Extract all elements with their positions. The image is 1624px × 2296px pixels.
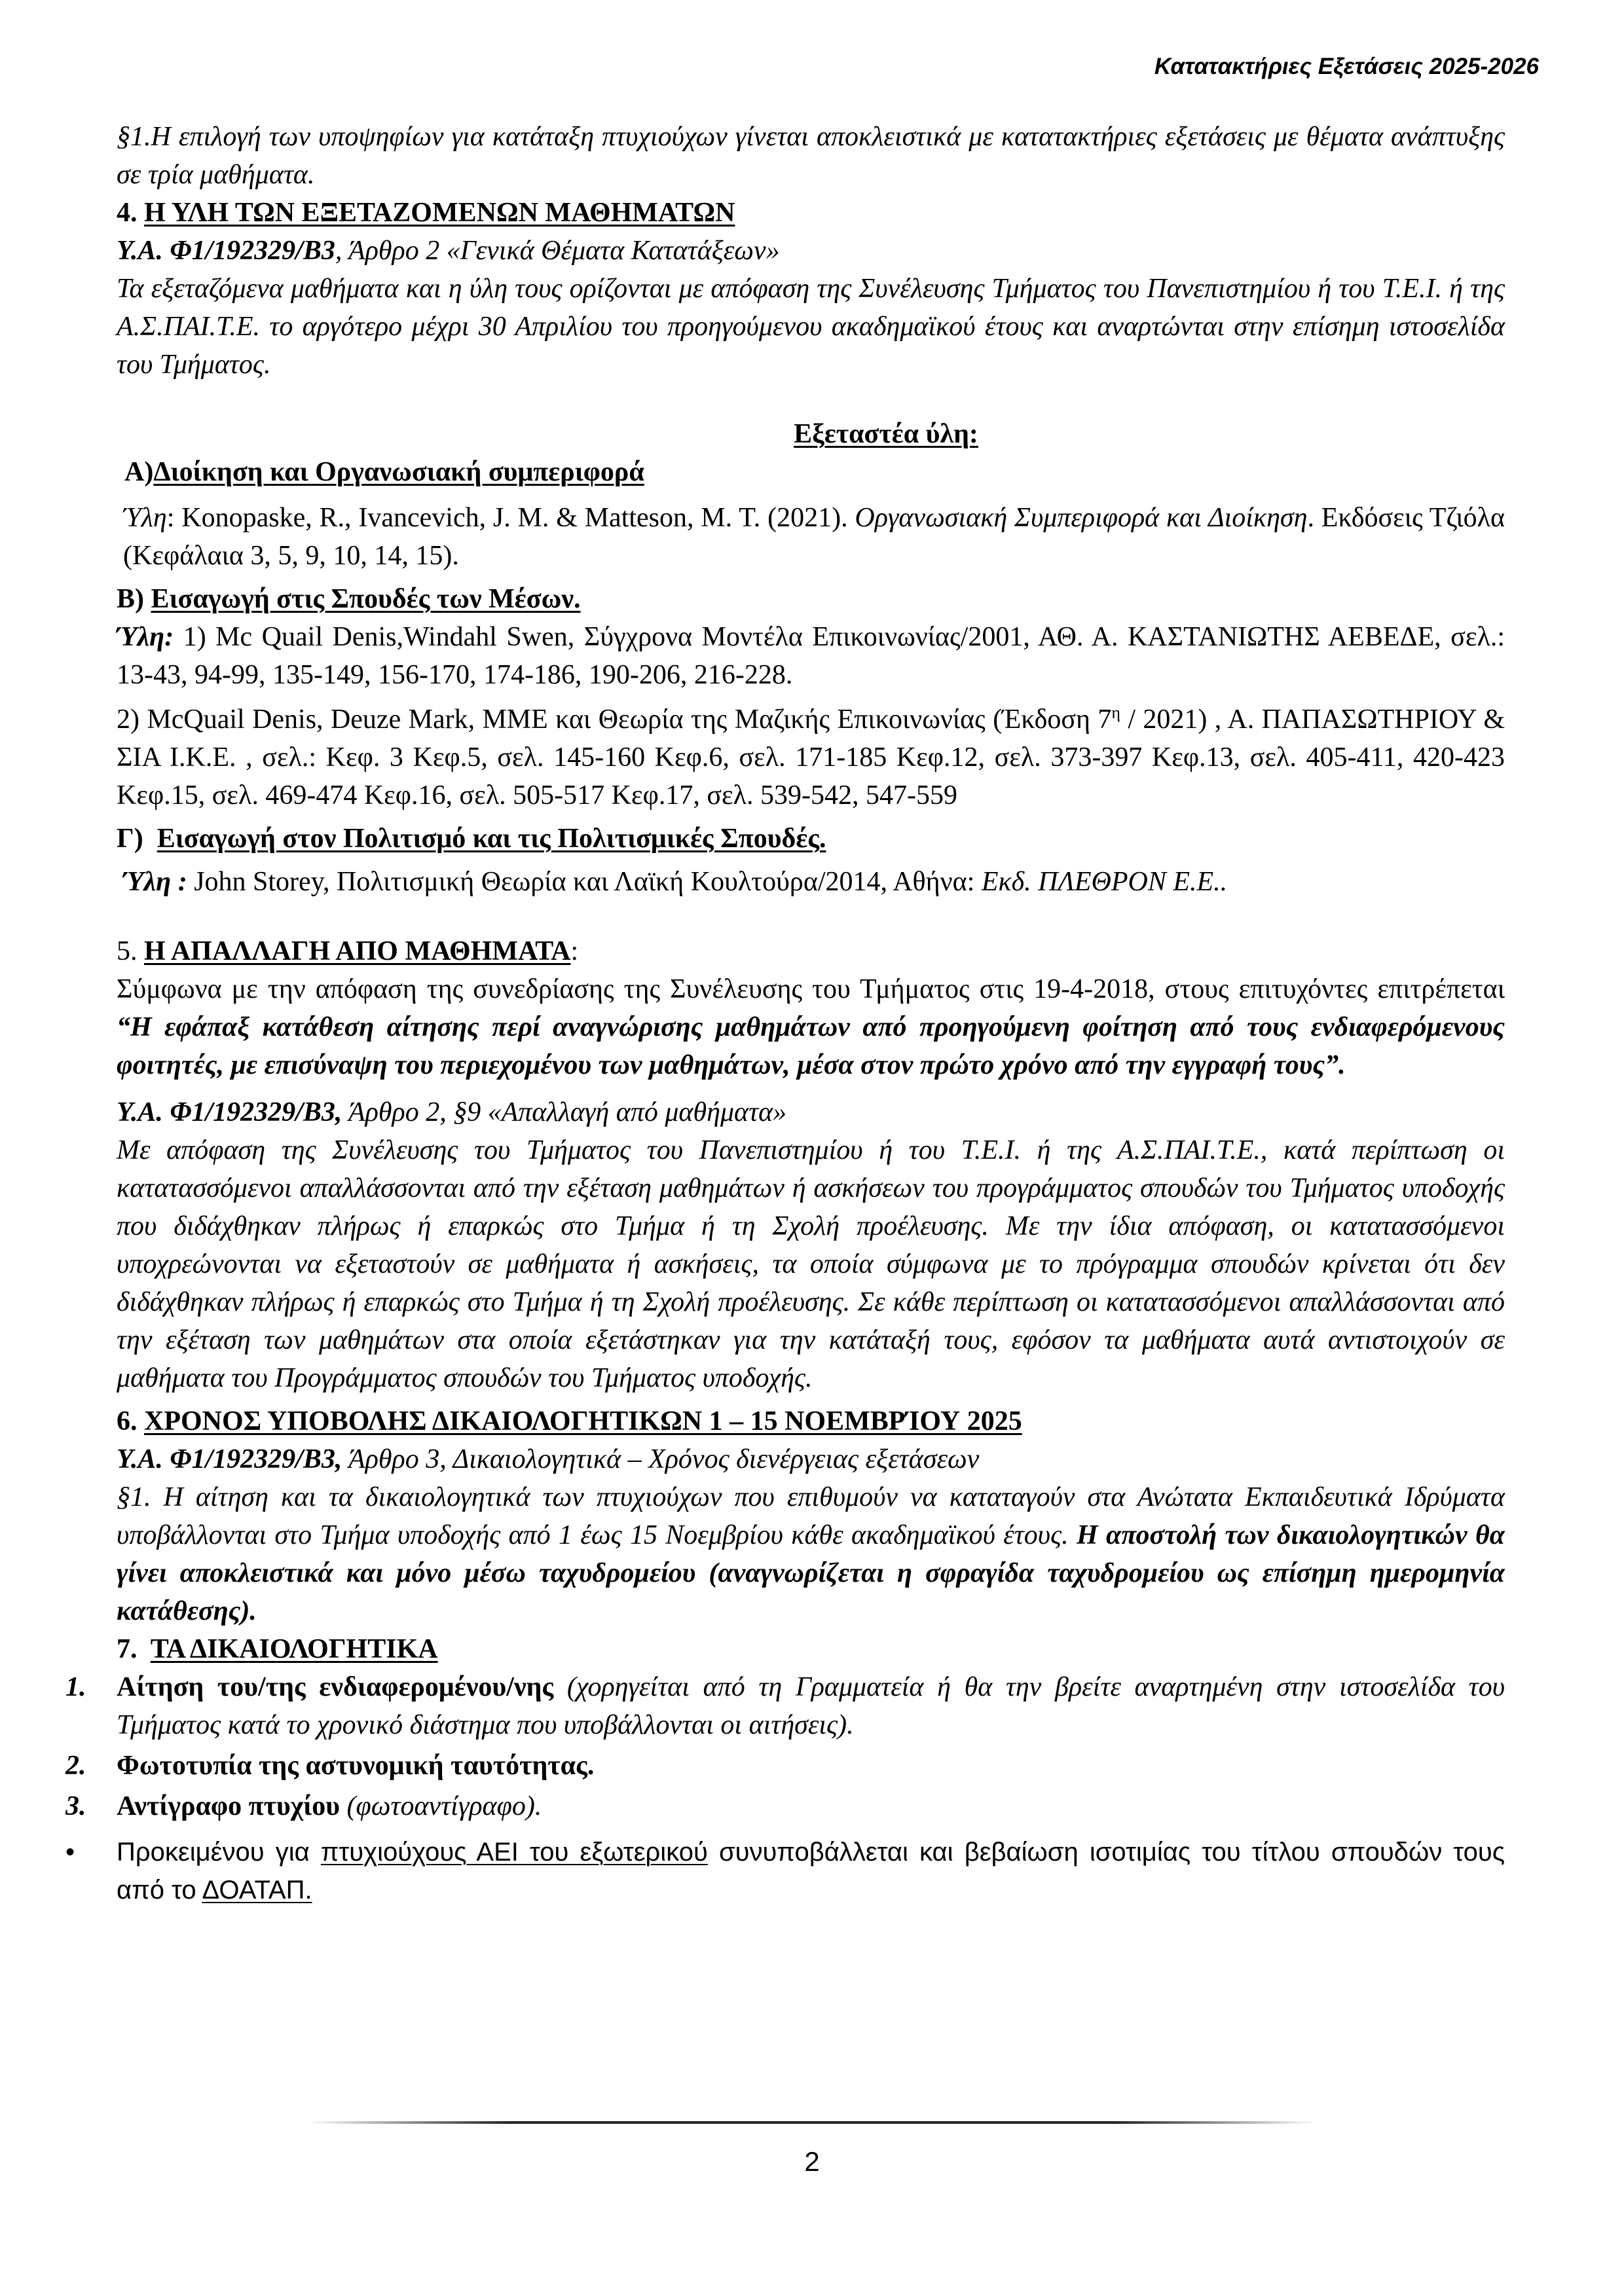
section-4-reference — [117, 232, 1505, 270]
section-5-text-2: Με απόφαση της Συνέλευσης του Τμήματος του Πανεπιστημίου ή του Τ.Ε.Ι. ή της Α.Σ.ΠΑΙ.Τ.Ε., κατά περίπτωση οι κατατασσόμενοι απαλλάσσονται από την εξέταση μαθημάτων ή ασκήσεων του προγράμματος σπουδών του Τμήματος υποδοχής που διδάχθηκαν πλήρως ή επαρκώς στο Τμήμα ή τη Σχολή προέλευσης. Με την ίδια απόφαση, οι κατατασσόμενοι υποχρεώνονται να εξεταστούν σε μαθήματα ή ασκήσεις, τα οποία σύμφωνα με το πρόγραμμα σπουδών κρίνεται ότι δεν διδάχθηκαν πλήρως ή επαρκώς στο Τμήμα ή τη Σχολή προέλευσης. Σε κάθε περίπτωση οι κατατασσόμενοι απαλλάσσονται από την εξέταση των μαθημάτων στα οποία εξετάστηκαν για την κατάταξή τους, εφόσον τα μαθήματα αυτά αντιστοιχούν σε μαθήματα του Προγράμματος σπουδών του Τμήματος υποδοχής. — [117, 1135, 1505, 1393]
list-item-number: 2. — [65, 1751, 86, 1781]
bullet-icon: • — [65, 1838, 75, 1867]
course-c-heading — [117, 820, 1505, 858]
list-item — [65, 1668, 1505, 1744]
bullet-underlined-2: ΔΟΑΤΑΠ. — [202, 1876, 312, 1904]
course-b-label: Β) — [117, 584, 144, 614]
list-item-rest: (φωτοαντίγραφο). — [340, 1791, 542, 1821]
section-4-ref-rest: , Άρθρο 2 «Γενικά Θέματα Κατατάξεων» — [335, 236, 780, 266]
course-b-text2b: / 2021) , Α. ΠΑΠΑΣΩΤΗΡΙΟΥ & ΣΙΑ Ι.Κ.Ε. , σελ.: Κεφ. 3 Κεφ.5, σελ. 145-160 Κεφ.6, σελ. 171-185 Κεφ.12, σελ. 373-397 Κεφ.13, σελ. 405-411, 420-423 Κεφ.15, σελ. 469-474 Κεφ.16, σελ. 505-517 Κεφ.17, σελ. 539-542, 547-559 — [117, 704, 1505, 811]
section-5-heading — [117, 932, 1505, 970]
course-b-text2a: 2) McQuail Denis, Deuze Mark, ΜΜΕ και Θεωρία της Μαζικής Επικοινωνίας (Έκδοση 7 — [117, 704, 1112, 735]
section-4-text: Τα εξεταζόμενα μαθήματα και η ύλη τους ορίζονται με απόφαση της Συνέλευσης Τμήματος του Πανεπιστημίου ή του Τ.Ε.Ι. ή της Α.Σ.ΠΑΙ.Τ.Ε. το αργότερο μέχρι 30 Απριλίου του προηγούμενου ακαδημαϊκού έτους και αναρτώνται στην επίσημη ιστοσελίδα του Τμήματος. — [117, 274, 1505, 380]
course-b-text1: 1) Mc Quail Denis,Windahl Swen, Σύγχρονα Μοντέλα Επικοινωνίας/2001, ΑΘ. Α. ΚΑΣΤΑΝΙΩΤΗΣ ΑΕΒΕΔΕ, σελ.: 13-43, 94-99, 135-149, 156-170, 174-186, 190-206, 216-228. — [117, 622, 1505, 690]
course-c-text: John Storey, Πολιτισμική Θεωρία και Λαϊκή Κουλτούρα/2014, Αθήνα: — [187, 867, 982, 897]
course-b-title: Εισαγωγή στις Σπουδές των Μέσων. — [151, 584, 581, 614]
section-4-number: 4. — [117, 198, 138, 228]
bullet-item — [65, 1833, 1505, 1909]
course-b-yli: Ύλη: — [117, 622, 174, 652]
list-item-rest: (χορηγείται από τη Γραμματεία ή θα την βρείτε αναρτημένη στην ιστοσελίδα του Τμήματος κατά το χρονικό διάστημα που υποβάλλονται οι αιτήσεις). — [117, 1672, 1505, 1740]
section-7-number: 7. — [117, 1634, 138, 1664]
list-item-number: 1. — [65, 1672, 86, 1702]
course-c-yli: Ύλη : — [123, 867, 187, 897]
course-a-text1: : Konopaske, R., Ivancevich, J. M. & Matteson, M. T. (2021). — [166, 503, 855, 533]
section-6-text — [117, 1478, 1505, 1630]
course-a-title: Διοίκηση και Οργανωσιακή συμπεριφορά — [153, 457, 644, 487]
section-5-ref-bold: Υ.Α. Φ1/192329/Β3, — [117, 1097, 342, 1127]
course-c-publisher: Εκδ. ΠΛΕΘΡΟΝ Ε.Ε.. — [981, 867, 1228, 897]
page-content — [65, 118, 1505, 1909]
section-6-text1-bold: Η αποστολή των δικαιολογητικών θα γίνει αποκλειστικά και μόνο μέσω ταχυδρομείου (αναγνωρίζεται η σφραγίδα ταχυδρομείου ως επίσημη ημερομηνία κατάθεσης). — [117, 1520, 1505, 1626]
list-item-number: 3. — [65, 1791, 86, 1821]
intro-paragraph: §1.Η επιλογή των υποψηφίων για κατάταξη πτυχιούχων γίνεται αποκλειστικά με κατατακτήριες εξετάσεις με θέματα ανάπτυξης σε τρία μαθήματα. — [117, 122, 1505, 190]
documents-list — [65, 1668, 1505, 1909]
section-4-title: Η ΥΛΗ ΤΩΝ ΕΞΕΤΑΖΟΜΕΝΩΝ ΜΑΘΗΜΑΤΩΝ — [144, 198, 735, 228]
section-6-number: 6. — [117, 1406, 138, 1436]
section-5-ref-rest: Άρθρο 2, §9 «Απαλλαγή από μαθήματα» — [342, 1097, 787, 1127]
course-a-label: Α) — [124, 457, 154, 487]
course-c-label: Γ) — [117, 824, 143, 854]
course-c-title: Εισαγωγή στον Πολιτισμό και τις Πολιτισμικές Σπουδές. — [157, 824, 826, 854]
section-5-number: 5. — [117, 936, 144, 966]
course-a-yli: Ύλη — [123, 503, 167, 533]
section-5-colon: : — [570, 936, 579, 966]
footer-divider — [308, 2121, 1316, 2124]
list-item-bold: Αντίγραφο πτυχίου — [117, 1791, 341, 1821]
course-b-heading — [117, 580, 1505, 618]
section-4-heading — [117, 194, 1505, 232]
bullet-text-2: συνυποβάλλεται και βεβαίωση ισοτιμίας του τίτλου σπουδών τους από το — [117, 1838, 1505, 1904]
section-7-heading — [117, 1630, 1505, 1668]
section-5-text-1 — [117, 970, 1505, 1084]
exam-material-title — [117, 415, 1505, 453]
section-6-reference — [117, 1440, 1505, 1478]
course-a-text2: . Εκδόσεις Τζιόλα (Κεφάλαια 3, 5, 9, 10, 14, 15). — [123, 503, 1505, 571]
section-4-ref-bold: Υ.Α. Φ1/192329/Β3 — [117, 236, 335, 266]
list-item — [65, 1747, 1505, 1785]
section-7-title: ΤΑ ΔΙΚΑΙΟΛΟΓΗΤΙΚΑ — [150, 1634, 438, 1664]
list-item-bold: Αίτηση του/της ενδιαφερομένου/νης — [117, 1672, 554, 1702]
bullet-underlined-1: πτυχιούχους ΑΕΙ του εξωτερικού — [320, 1838, 708, 1867]
course-b-material-1 — [117, 618, 1505, 694]
course-b-material-2 — [117, 694, 1505, 814]
running-header: Κατατακτήριες Εξετάσεις 2025-2026 — [1154, 54, 1539, 79]
section-6-text1: §1. Η αίτηση και τα δικαιολογητικά των πτυχιούχων που επιθυμούν να καταταγούν στα Ανώτατα Εκπαιδευτικά Ιδρύματα υποβάλλονται στο Τμήμα υποδοχής από 1 έως 15 Νοεμβρίου κάθε ακαδημαϊκού έτους. — [117, 1482, 1505, 1550]
section-6-heading — [117, 1402, 1505, 1440]
section-5-text1-bold: “Η εφάπαξ κατάθεση αίτησης περί αναγνώρισης μαθημάτων από προηγούμενη φοίτηση από τους ενδιαφερόμενους φοιτητές, με επισύναψη του περιεχομένου των μαθημάτων, μέσα στον πρώτο χρόνο από την εγγραφή τους”. — [117, 1012, 1505, 1080]
section-5-reference — [117, 1093, 1505, 1131]
section-6-title: ΧΡΟΝΟΣ ΥΠΟΒΟΛΗΣ ΔΙΚΑΙΟΛΟΓΗΤΙΚΩΝ 1 – 15 ΝΟΕΜΒΡΊΟΥ 2025 — [144, 1406, 1022, 1436]
course-a-material — [117, 499, 1505, 575]
course-a-heading — [124, 453, 1505, 491]
section-6-ref-bold: Υ.Α. Φ1/192329/Β3, — [117, 1444, 342, 1474]
list-item — [65, 1787, 1505, 1825]
section-6-ref-rest: Άρθρο 3, Δικαιολογητικά – Χρόνος διενέργειας εξετάσεων — [342, 1444, 980, 1474]
bullet-text-1: Προκειμένου για — [117, 1838, 321, 1867]
course-c-material — [117, 863, 1505, 901]
list-item-bold: Φωτοτυπία της αστυνομική ταυτότητας. — [117, 1751, 595, 1781]
section-5-title: Η ΑΠΑΛΛΑΓΗ ΑΠΟ ΜΑΘΗΜΑΤΑ — [144, 936, 571, 966]
exam-material-title-text: Εξεταστέα ύλη: — [794, 419, 978, 449]
section-5-text1: Σύμφωνα με την απόφαση της συνεδρίασης της Συνέλευσης του Τμήματος στις 19-4-2018, στους επιτυχόντες επιτρέπεται — [117, 974, 1505, 1004]
course-b-superscript: η — [1111, 703, 1120, 722]
course-a-book: Οργανωσιακή Συμπεριφορά και Διοίκηση — [855, 503, 1308, 533]
page-number: 2 — [804, 2146, 820, 2177]
